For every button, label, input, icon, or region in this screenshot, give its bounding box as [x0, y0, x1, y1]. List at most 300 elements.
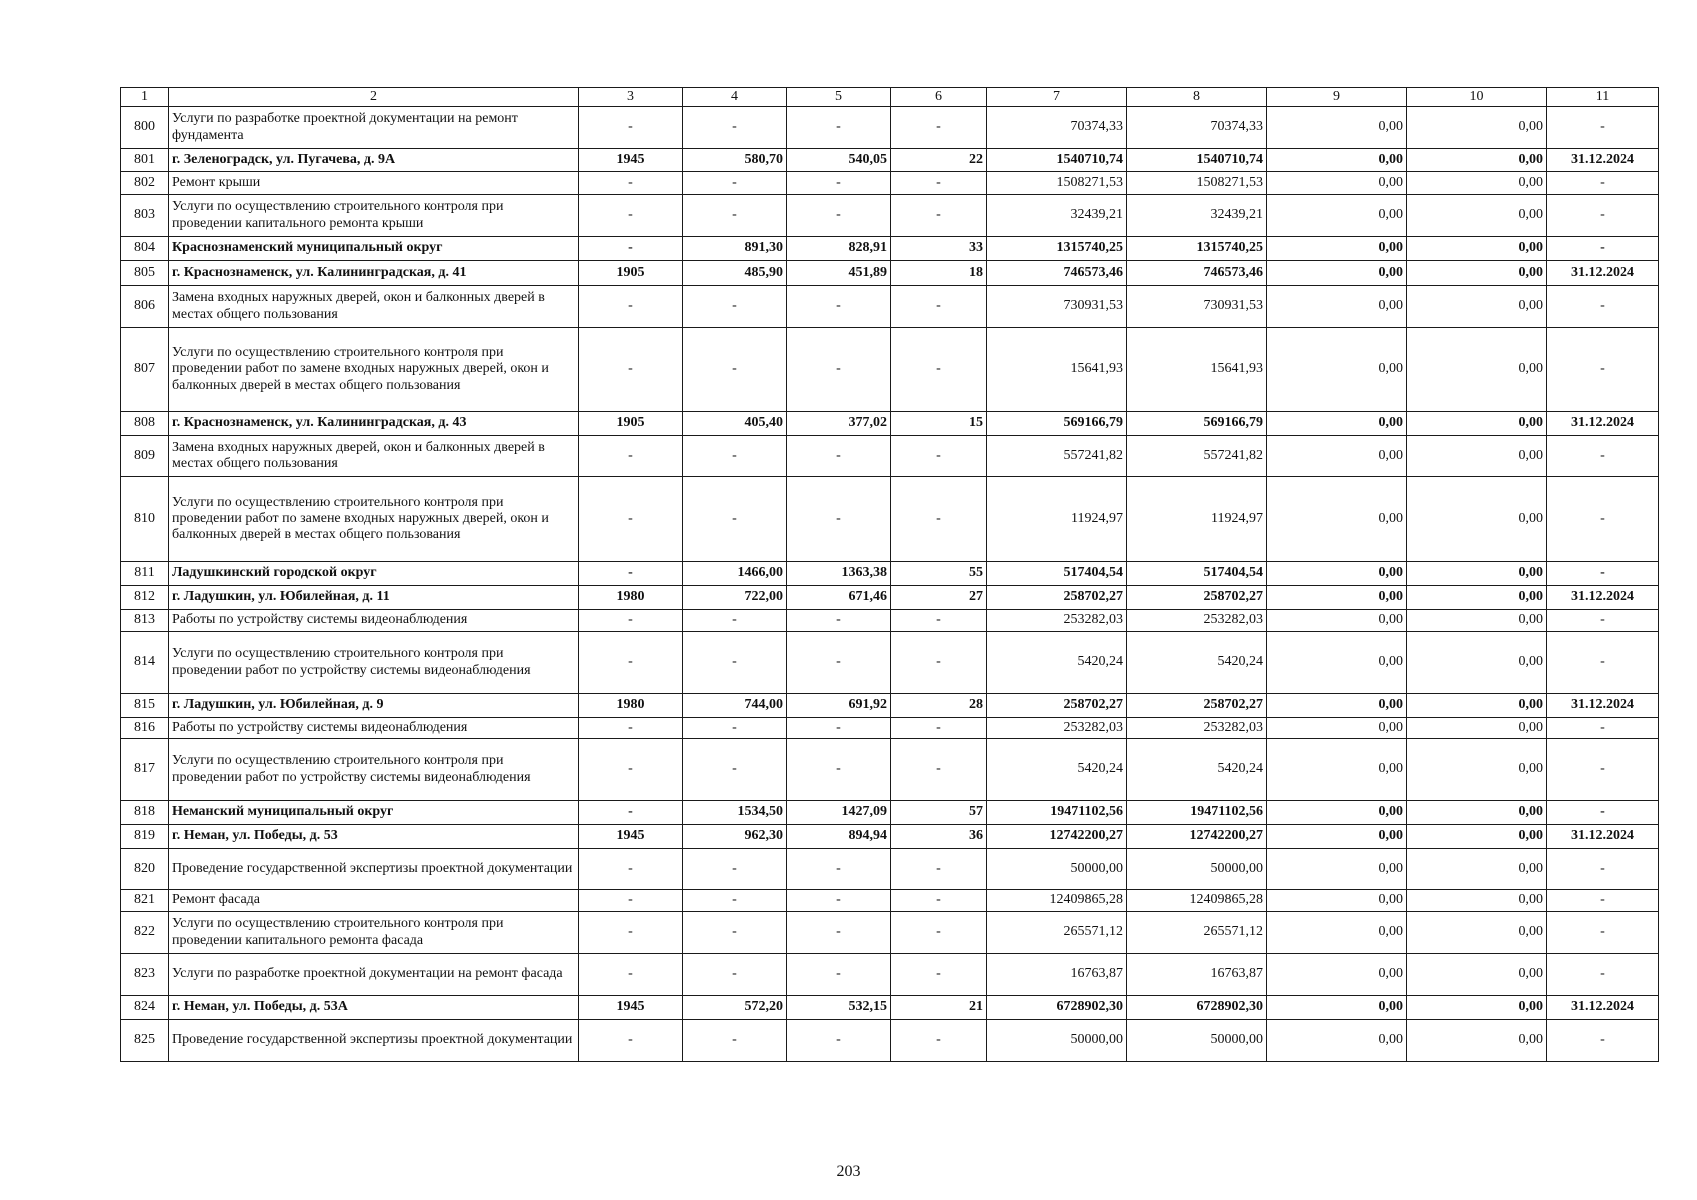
year-cell: -	[579, 172, 683, 195]
total-cost-cell: 15641,93	[987, 328, 1127, 412]
living-area-cell: -	[787, 849, 891, 890]
row-number-cell: 820	[121, 849, 169, 890]
total-area-cell: 485,90	[683, 261, 787, 286]
fund-cost-cell: 569166,79	[1127, 412, 1267, 436]
name-cell: Услуги по осуществлению строительного контроля при проведении работ по замене входных наружных дверей, окон и балконных дверей в местах общего пользования	[169, 328, 579, 412]
name-cell: Услуги по осуществлению строительного контроля при проведении работ по устройству системы видеонаблюдения	[169, 632, 579, 694]
fund-cost-cell: 32439,21	[1127, 195, 1267, 237]
year-cell: 1945	[579, 996, 683, 1020]
name-cell: Неманский муниципальный округ	[169, 801, 579, 825]
total-area-cell: -	[683, 954, 787, 996]
col9-cell: 0,00	[1267, 436, 1407, 477]
col10-cell: 0,00	[1407, 849, 1547, 890]
date-cell: -	[1547, 849, 1659, 890]
table-row	[121, 261, 1659, 286]
residents-cell: 57	[891, 801, 987, 825]
col9-cell: 0,00	[1267, 718, 1407, 739]
fund-cost-cell: 50000,00	[1127, 849, 1267, 890]
row-number-cell: 818	[121, 801, 169, 825]
residents-cell: -	[891, 1020, 987, 1062]
living-area-cell: -	[787, 477, 891, 562]
total-area-cell: -	[683, 849, 787, 890]
total-cost-cell: 11924,97	[987, 477, 1127, 562]
table-row	[121, 107, 1659, 149]
date-cell: 31.12.2024	[1547, 412, 1659, 436]
fund-cost-cell: 746573,46	[1127, 261, 1267, 286]
date-cell: -	[1547, 195, 1659, 237]
row-number-cell: 802	[121, 172, 169, 195]
year-cell: 1945	[579, 825, 683, 849]
col10-cell: 0,00	[1407, 586, 1547, 610]
total-cost-cell: 517404,54	[987, 562, 1127, 586]
name-cell: Услуги по осуществлению строительного контроля при проведении капитального ремонта крыши	[169, 195, 579, 237]
residents-cell: -	[891, 632, 987, 694]
year-cell: -	[579, 237, 683, 261]
residents-cell: -	[891, 328, 987, 412]
fund-cost-cell: 557241,82	[1127, 436, 1267, 477]
total-area-cell: 580,70	[683, 149, 787, 172]
col10-cell: 0,00	[1407, 996, 1547, 1020]
col10-cell: 0,00	[1407, 890, 1547, 912]
year-cell: 1945	[579, 149, 683, 172]
total-area-cell: -	[683, 477, 787, 562]
total-cost-cell: 12409865,28	[987, 890, 1127, 912]
year-cell: -	[579, 912, 683, 954]
total-cost-cell: 50000,00	[987, 1020, 1127, 1062]
row-number-cell: 805	[121, 261, 169, 286]
fund-cost-cell: 253282,03	[1127, 610, 1267, 632]
col9-cell: 0,00	[1267, 412, 1407, 436]
column-header: 3	[579, 88, 683, 107]
total-area-cell: -	[683, 912, 787, 954]
year-cell: -	[579, 477, 683, 562]
name-cell: г. Ладушкин, ул. Юбилейная, д. 9	[169, 694, 579, 718]
table-row	[121, 328, 1659, 412]
total-cost-cell: 265571,12	[987, 912, 1127, 954]
living-area-cell: -	[787, 610, 891, 632]
column-header: 2	[169, 88, 579, 107]
row-number-cell: 810	[121, 477, 169, 562]
living-area-cell: -	[787, 632, 891, 694]
col10-cell: 0,00	[1407, 632, 1547, 694]
name-cell: Ремонт фасада	[169, 890, 579, 912]
living-area-cell: -	[787, 107, 891, 149]
col9-cell: 0,00	[1267, 739, 1407, 801]
col9-cell: 0,00	[1267, 1020, 1407, 1062]
row-number-cell: 807	[121, 328, 169, 412]
fund-cost-cell: 5420,24	[1127, 739, 1267, 801]
living-area-cell: 691,92	[787, 694, 891, 718]
residents-cell: 55	[891, 562, 987, 586]
name-cell: г. Краснознаменск, ул. Калининградская, д. 41	[169, 261, 579, 286]
col9-cell: 0,00	[1267, 801, 1407, 825]
living-area-cell: -	[787, 718, 891, 739]
col10-cell: 0,00	[1407, 237, 1547, 261]
row-number-cell: 809	[121, 436, 169, 477]
table-row	[121, 477, 1659, 562]
col9-cell: 0,00	[1267, 912, 1407, 954]
total-area-cell: 722,00	[683, 586, 787, 610]
column-header: 1	[121, 88, 169, 107]
col10-cell: 0,00	[1407, 107, 1547, 149]
total-cost-cell: 6728902,30	[987, 996, 1127, 1020]
total-cost-cell: 730931,53	[987, 286, 1127, 328]
total-cost-cell: 569166,79	[987, 412, 1127, 436]
year-cell: -	[579, 718, 683, 739]
col9-cell: 0,00	[1267, 149, 1407, 172]
fund-cost-cell: 6728902,30	[1127, 996, 1267, 1020]
residents-cell: 28	[891, 694, 987, 718]
total-area-cell: 1534,50	[683, 801, 787, 825]
table-row	[121, 195, 1659, 237]
table-row	[121, 912, 1659, 954]
fund-cost-cell: 11924,97	[1127, 477, 1267, 562]
total-area-cell: -	[683, 718, 787, 739]
total-cost-cell: 70374,33	[987, 107, 1127, 149]
date-cell: -	[1547, 107, 1659, 149]
total-area-cell: -	[683, 739, 787, 801]
total-cost-cell: 746573,46	[987, 261, 1127, 286]
table-row	[121, 172, 1659, 195]
total-area-cell: -	[683, 195, 787, 237]
total-area-cell: -	[683, 1020, 787, 1062]
date-cell: -	[1547, 912, 1659, 954]
total-area-cell: -	[683, 172, 787, 195]
year-cell: 1980	[579, 586, 683, 610]
residents-cell: 21	[891, 996, 987, 1020]
table-row	[121, 632, 1659, 694]
residents-cell: -	[891, 912, 987, 954]
fund-cost-cell: 19471102,56	[1127, 801, 1267, 825]
name-cell: Ремонт крыши	[169, 172, 579, 195]
table-row	[121, 1020, 1659, 1062]
column-header: 5	[787, 88, 891, 107]
total-area-cell: -	[683, 610, 787, 632]
total-cost-cell: 5420,24	[987, 632, 1127, 694]
year-cell: -	[579, 107, 683, 149]
date-cell: -	[1547, 562, 1659, 586]
total-cost-cell: 253282,03	[987, 610, 1127, 632]
col9-cell: 0,00	[1267, 586, 1407, 610]
col9-cell: 0,00	[1267, 477, 1407, 562]
date-cell: -	[1547, 172, 1659, 195]
total-cost-cell: 19471102,56	[987, 801, 1127, 825]
name-cell: Услуги по разработке проектной документации на ремонт фундамента	[169, 107, 579, 149]
year-cell: 1905	[579, 261, 683, 286]
name-cell: г. Зеленоградск, ул. Пугачева, д. 9А	[169, 149, 579, 172]
residents-cell: -	[891, 286, 987, 328]
table-row	[121, 436, 1659, 477]
fund-cost-cell: 1315740,25	[1127, 237, 1267, 261]
total-area-cell: -	[683, 632, 787, 694]
table-row	[121, 718, 1659, 739]
residents-cell: -	[891, 195, 987, 237]
row-number-cell: 814	[121, 632, 169, 694]
year-cell: 1980	[579, 694, 683, 718]
row-number-cell: 824	[121, 996, 169, 1020]
living-area-cell: -	[787, 328, 891, 412]
year-cell: -	[579, 849, 683, 890]
residents-cell: -	[891, 890, 987, 912]
date-cell: -	[1547, 436, 1659, 477]
name-cell: Услуги по разработке проектной документации на ремонт фасада	[169, 954, 579, 996]
col10-cell: 0,00	[1407, 1020, 1547, 1062]
col9-cell: 0,00	[1267, 890, 1407, 912]
year-cell: -	[579, 610, 683, 632]
fund-cost-cell: 50000,00	[1127, 1020, 1267, 1062]
row-number-cell: 804	[121, 237, 169, 261]
total-cost-cell: 1315740,25	[987, 237, 1127, 261]
year-cell: -	[579, 890, 683, 912]
name-cell: Услуги по осуществлению строительного контроля при проведении капитального ремонта фасада	[169, 912, 579, 954]
col10-cell: 0,00	[1407, 195, 1547, 237]
col10-cell: 0,00	[1407, 694, 1547, 718]
name-cell: Услуги по осуществлению строительного контроля при проведении работ по замене входных наружных дверей, окон и балконных дверей в местах общего пользования	[169, 477, 579, 562]
col10-cell: 0,00	[1407, 172, 1547, 195]
table-row	[121, 825, 1659, 849]
name-cell: Проведение государственной экспертизы проектной документации	[169, 849, 579, 890]
residents-cell: 18	[891, 261, 987, 286]
row-number-cell: 800	[121, 107, 169, 149]
total-cost-cell: 258702,27	[987, 586, 1127, 610]
residents-cell: -	[891, 107, 987, 149]
total-area-cell: 744,00	[683, 694, 787, 718]
residents-cell: -	[891, 172, 987, 195]
total-cost-cell: 253282,03	[987, 718, 1127, 739]
col10-cell: 0,00	[1407, 610, 1547, 632]
column-header: 7	[987, 88, 1127, 107]
year-cell: 1905	[579, 412, 683, 436]
residents-cell: -	[891, 718, 987, 739]
table-row	[121, 149, 1659, 172]
date-cell: 31.12.2024	[1547, 261, 1659, 286]
total-area-cell: -	[683, 890, 787, 912]
col10-cell: 0,00	[1407, 477, 1547, 562]
living-area-cell: -	[787, 172, 891, 195]
fund-cost-cell: 258702,27	[1127, 694, 1267, 718]
row-number-cell: 815	[121, 694, 169, 718]
col10-cell: 0,00	[1407, 436, 1547, 477]
table-row	[121, 610, 1659, 632]
living-area-cell: -	[787, 436, 891, 477]
capital-repair-table	[120, 87, 1659, 1062]
table-row	[121, 890, 1659, 912]
date-cell: 31.12.2024	[1547, 694, 1659, 718]
year-cell: -	[579, 739, 683, 801]
name-cell: Замена входных наружных дверей, окон и балконных дверей в местах общего пользования	[169, 436, 579, 477]
col10-cell: 0,00	[1407, 261, 1547, 286]
row-number-cell: 806	[121, 286, 169, 328]
name-cell: Проведение государственной экспертизы проектной документации	[169, 1020, 579, 1062]
column-header: 8	[1127, 88, 1267, 107]
fund-cost-cell: 16763,87	[1127, 954, 1267, 996]
date-cell: 31.12.2024	[1547, 996, 1659, 1020]
row-number-cell: 803	[121, 195, 169, 237]
residents-cell: 15	[891, 412, 987, 436]
column-header: 9	[1267, 88, 1407, 107]
table-row	[121, 954, 1659, 996]
living-area-cell: -	[787, 1020, 891, 1062]
residents-cell: -	[891, 954, 987, 996]
residents-cell: -	[891, 739, 987, 801]
row-number-cell: 822	[121, 912, 169, 954]
row-number-cell: 821	[121, 890, 169, 912]
column-header: 4	[683, 88, 787, 107]
total-area-cell: 1466,00	[683, 562, 787, 586]
living-area-cell: 377,02	[787, 412, 891, 436]
year-cell: -	[579, 1020, 683, 1062]
col9-cell: 0,00	[1267, 849, 1407, 890]
fund-cost-cell: 5420,24	[1127, 632, 1267, 694]
table-row	[121, 801, 1659, 825]
date-cell: 31.12.2024	[1547, 825, 1659, 849]
row-number-cell: 825	[121, 1020, 169, 1062]
year-cell: -	[579, 954, 683, 996]
col10-cell: 0,00	[1407, 149, 1547, 172]
living-area-cell: 451,89	[787, 261, 891, 286]
name-cell: г. Краснознаменск, ул. Калининградская, д. 43	[169, 412, 579, 436]
residents-cell: -	[891, 477, 987, 562]
total-cost-cell: 32439,21	[987, 195, 1127, 237]
table-row	[121, 739, 1659, 801]
row-number-cell: 817	[121, 739, 169, 801]
date-cell: -	[1547, 954, 1659, 996]
row-number-cell: 813	[121, 610, 169, 632]
living-area-cell: -	[787, 286, 891, 328]
row-number-cell: 808	[121, 412, 169, 436]
fund-cost-cell: 258702,27	[1127, 586, 1267, 610]
date-cell: -	[1547, 890, 1659, 912]
total-area-cell: 891,30	[683, 237, 787, 261]
date-cell: -	[1547, 610, 1659, 632]
column-header: 6	[891, 88, 987, 107]
fund-cost-cell: 265571,12	[1127, 912, 1267, 954]
name-cell: г. Ладушкин, ул. Юбилейная, д. 11	[169, 586, 579, 610]
living-area-cell: -	[787, 954, 891, 996]
col9-cell: 0,00	[1267, 328, 1407, 412]
col9-cell: 0,00	[1267, 107, 1407, 149]
col9-cell: 0,00	[1267, 954, 1407, 996]
living-area-cell: -	[787, 890, 891, 912]
table-row	[121, 996, 1659, 1020]
total-cost-cell: 5420,24	[987, 739, 1127, 801]
year-cell: -	[579, 632, 683, 694]
col10-cell: 0,00	[1407, 954, 1547, 996]
col9-cell: 0,00	[1267, 610, 1407, 632]
date-cell: -	[1547, 739, 1659, 801]
total-cost-cell: 1508271,53	[987, 172, 1127, 195]
living-area-cell: -	[787, 739, 891, 801]
col10-cell: 0,00	[1407, 562, 1547, 586]
row-number-cell: 801	[121, 149, 169, 172]
date-cell: -	[1547, 477, 1659, 562]
living-area-cell: 532,15	[787, 996, 891, 1020]
year-cell: -	[579, 436, 683, 477]
column-header: 11	[1547, 88, 1659, 107]
col9-cell: 0,00	[1267, 195, 1407, 237]
date-cell: -	[1547, 801, 1659, 825]
col10-cell: 0,00	[1407, 328, 1547, 412]
total-area-cell: 572,20	[683, 996, 787, 1020]
living-area-cell: 1363,38	[787, 562, 891, 586]
col9-cell: 0,00	[1267, 237, 1407, 261]
total-area-cell: -	[683, 436, 787, 477]
date-cell: -	[1547, 632, 1659, 694]
page-number: 203	[836, 1163, 861, 1180]
col10-cell: 0,00	[1407, 286, 1547, 328]
fund-cost-cell: 12409865,28	[1127, 890, 1267, 912]
living-area-cell: 671,46	[787, 586, 891, 610]
col9-cell: 0,00	[1267, 172, 1407, 195]
col9-cell: 0,00	[1267, 694, 1407, 718]
table-row	[121, 237, 1659, 261]
residents-cell: -	[891, 436, 987, 477]
name-cell: Краснознаменский муниципальный округ	[169, 237, 579, 261]
col10-cell: 0,00	[1407, 718, 1547, 739]
date-cell: 31.12.2024	[1547, 149, 1659, 172]
column-header: 10	[1407, 88, 1547, 107]
row-number-cell: 823	[121, 954, 169, 996]
name-cell: Услуги по осуществлению строительного контроля при проведении работ по устройству системы видеонаблюдения	[169, 739, 579, 801]
residents-cell: 33	[891, 237, 987, 261]
table-row	[121, 286, 1659, 328]
fund-cost-cell: 730931,53	[1127, 286, 1267, 328]
total-cost-cell: 50000,00	[987, 849, 1127, 890]
col10-cell: 0,00	[1407, 912, 1547, 954]
total-area-cell: 405,40	[683, 412, 787, 436]
name-cell: Работы по устройству системы видеонаблюдения	[169, 610, 579, 632]
col10-cell: 0,00	[1407, 825, 1547, 849]
name-cell: Работы по устройству системы видеонаблюдения	[169, 718, 579, 739]
fund-cost-cell: 1540710,74	[1127, 149, 1267, 172]
date-cell: -	[1547, 286, 1659, 328]
total-area-cell: -	[683, 286, 787, 328]
date-cell: -	[1547, 718, 1659, 739]
col10-cell: 0,00	[1407, 801, 1547, 825]
living-area-cell: -	[787, 195, 891, 237]
date-cell: -	[1547, 328, 1659, 412]
fund-cost-cell: 1508271,53	[1127, 172, 1267, 195]
date-cell: -	[1547, 1020, 1659, 1062]
year-cell: -	[579, 195, 683, 237]
row-number-cell: 812	[121, 586, 169, 610]
table-row	[121, 412, 1659, 436]
year-cell: -	[579, 328, 683, 412]
total-area-cell: 962,30	[683, 825, 787, 849]
table-row	[121, 586, 1659, 610]
total-cost-cell: 12742200,27	[987, 825, 1127, 849]
fund-cost-cell: 12742200,27	[1127, 825, 1267, 849]
col9-cell: 0,00	[1267, 261, 1407, 286]
table-row	[121, 694, 1659, 718]
year-cell: -	[579, 562, 683, 586]
fund-cost-cell: 70374,33	[1127, 107, 1267, 149]
total-area-cell: -	[683, 328, 787, 412]
date-cell: 31.12.2024	[1547, 586, 1659, 610]
residents-cell: 36	[891, 825, 987, 849]
name-cell: г. Неман, ул. Победы, д. 53А	[169, 996, 579, 1020]
fund-cost-cell: 517404,54	[1127, 562, 1267, 586]
col9-cell: 0,00	[1267, 286, 1407, 328]
table-body	[121, 107, 1659, 1062]
column-number-row	[121, 88, 1659, 107]
table-row	[121, 849, 1659, 890]
year-cell: -	[579, 286, 683, 328]
living-area-cell: 894,94	[787, 825, 891, 849]
total-cost-cell: 16763,87	[987, 954, 1127, 996]
living-area-cell: -	[787, 912, 891, 954]
residents-cell: 27	[891, 586, 987, 610]
